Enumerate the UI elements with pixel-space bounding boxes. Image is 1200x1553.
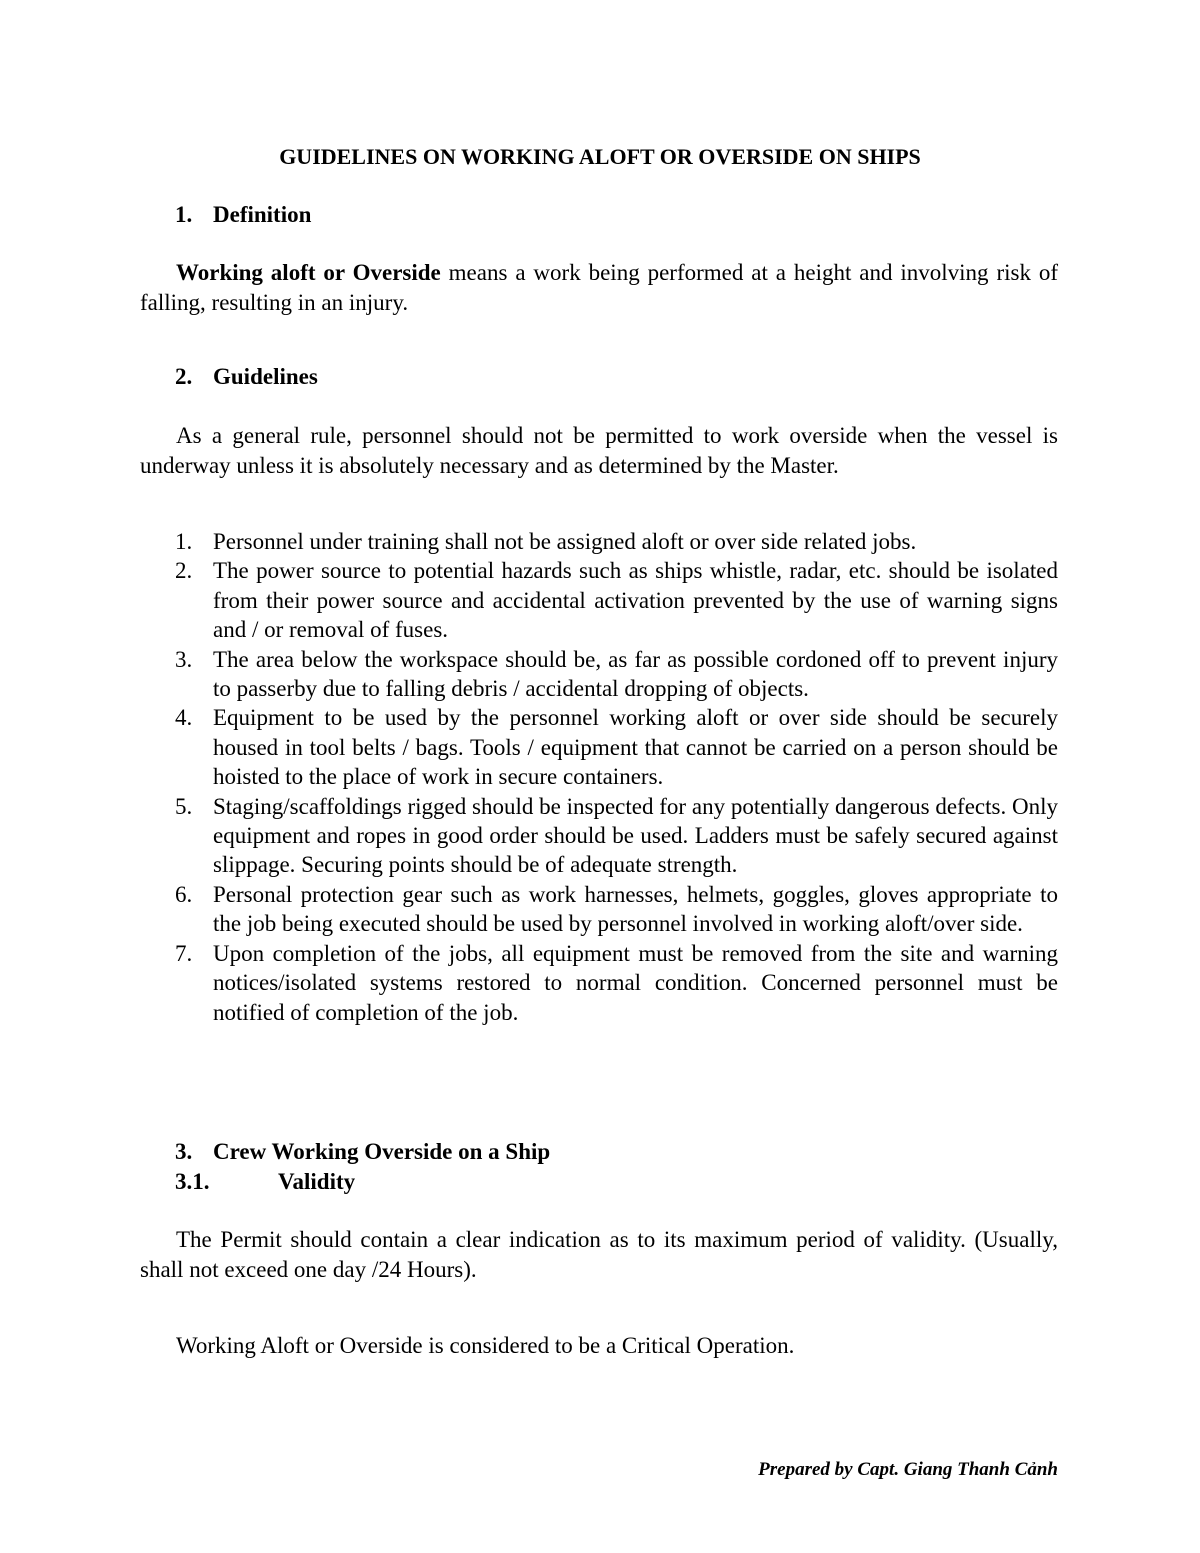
definition-term: Working aloft or Overside [176, 260, 441, 285]
list-item-text: The power source to potential hazards such as ships whistle, radar, etc. should be isolated from their power source and accidental activation prevented by the use of warning signs and / or removal of fuses. [213, 558, 1058, 643]
list-item [140, 527, 1058, 556]
section-heading-crew-overside [175, 1137, 550, 1167]
section-heading-definition [175, 200, 311, 230]
section-title: Guidelines [213, 364, 318, 389]
guidelines-intro: As a general rule, personnel should not be permitted to work overside when the vessel is underway unless it is absolutely necessary and as determined by the Master. [140, 423, 1058, 478]
list-item-number: 4. [175, 705, 193, 731]
definition-paragraph [140, 258, 1058, 318]
list-item-text: Staging/scaffoldings rigged should be inspected for any potentially dangerous defects. Only equipment and ropes in good order should be used. Ladders must be safely secured against slippage. Securing points should be of adequate strength. [213, 793, 1058, 878]
section-number: 1. [175, 202, 193, 227]
section-number: 2. [175, 364, 193, 389]
list-item-text: Personnel under training shall not be assigned aloft or over side related jobs. [213, 529, 917, 554]
validity-paragraph: The Permit should contain a clear indication as to its maximum period of validity. (Usually, shall not exceed one day /24 Hours). [140, 1227, 1058, 1282]
list-item-text: Upon completion of the jobs, all equipment must be removed from the site and warning notices/isolated systems restored to normal condition. Concerned personnel must be notified of completion of the job. [213, 940, 1058, 1025]
list-item-text: The area below the workspace should be, as far as possible cordoned off to prevent injury to passerby due to falling debris / accidental dropping of objects. [213, 646, 1058, 702]
list-item-number: 2. [175, 558, 193, 584]
list-item-number: 6. [175, 881, 193, 907]
section-number: 3.1. [175, 1169, 210, 1194]
list-item [140, 939, 1058, 1027]
definition-text: means a work being performed at a height and involving risk of falling, resulting in an injury. [140, 260, 1059, 315]
list-item-text: Personal protection gear such as work harnesses, helmets, goggles, gloves appropriate to the job being executed should be used by personnel involved in working aloft/over side. [213, 881, 1058, 937]
list-item [140, 880, 1058, 939]
list-item-number: 3. [175, 646, 193, 672]
section-number: 3. [175, 1139, 193, 1164]
list-item-text: Equipment to be used by the personnel working aloft or over side should be securely housed in tool belts / bags. Tools / equipment that cannot be carried on a person should be hoisted to the place of work in secure containers. [213, 705, 1058, 790]
list-item-number: 7. [175, 940, 193, 966]
section-heading-guidelines [175, 362, 318, 392]
list-item [140, 645, 1058, 704]
critical-operation-paragraph: Working Aloft or Overside is considered to be a Critical Operation. [176, 1333, 795, 1358]
list-item [140, 556, 1058, 644]
list-item [140, 792, 1058, 880]
guidelines-list [140, 527, 1058, 1027]
list-item-number: 5. [175, 793, 193, 819]
section-title: Validity [278, 1169, 356, 1194]
prepared-by-footer: Prepared by Capt. Giang Thanh Cảnh [758, 1459, 1058, 1480]
section-title: Crew Working Overside on a Ship [213, 1139, 551, 1164]
list-item-number: 1. [175, 529, 193, 554]
list-item [140, 703, 1058, 791]
section-title: Definition [213, 202, 312, 227]
section-heading-validity [175, 1167, 355, 1197]
document-title: GUIDELINES ON WORKING ALOFT OR OVERSIDE ON SHIPS [279, 144, 921, 169]
